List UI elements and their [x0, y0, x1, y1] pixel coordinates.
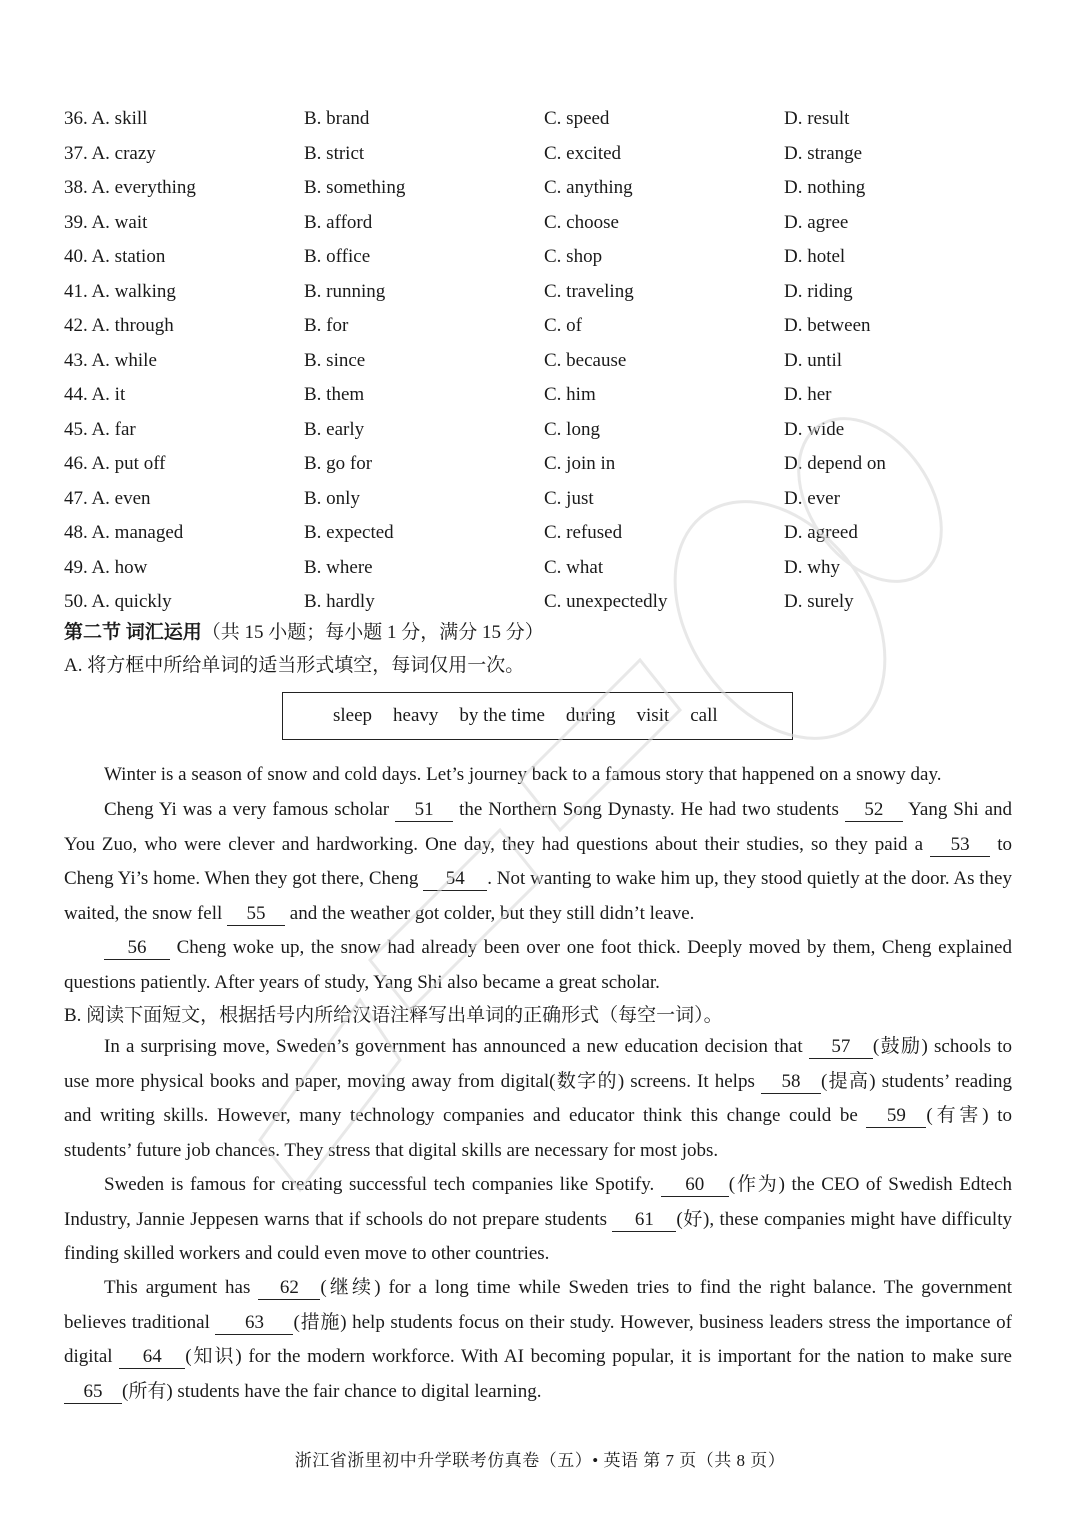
blank-57[interactable]: 57: [809, 1036, 873, 1059]
blank-55[interactable]: 55: [227, 903, 285, 926]
option-b[interactable]: B. where: [304, 556, 373, 578]
option-row: [64, 551, 1024, 586]
option-c[interactable]: C. because: [544, 349, 627, 371]
section-title-rest: （共 15 小题；每小题 1 分，满分 15 分）: [201, 622, 544, 643]
option-a[interactable]: 49. A. how: [64, 556, 148, 578]
word-item: sleep: [333, 705, 373, 726]
word-box: [282, 692, 793, 740]
option-b[interactable]: B. brand: [304, 108, 370, 130]
word-item: visit: [636, 705, 670, 726]
option-c[interactable]: C. just: [544, 487, 594, 509]
option-c[interactable]: C. excited: [544, 142, 622, 164]
option-d[interactable]: D. why: [784, 556, 840, 578]
option-a[interactable]: 47. A. even: [64, 487, 151, 509]
option-row: [64, 482, 1024, 517]
option-a[interactable]: 50. A. quickly: [64, 591, 172, 613]
option-a[interactable]: 39. A. wait: [64, 211, 148, 233]
option-a[interactable]: 38. A. everything: [64, 177, 196, 199]
option-c[interactable]: C. anything: [544, 177, 633, 199]
option-row: [64, 378, 1024, 413]
option-d[interactable]: D. until: [784, 349, 843, 371]
option-c[interactable]: C. choose: [544, 211, 619, 233]
option-d[interactable]: D. hotel: [784, 246, 846, 268]
text-run: to Cheng Yi’s home. When they got there, Cheng: [64, 833, 1012, 889]
option-row: [64, 516, 1024, 551]
options-list: [64, 102, 1024, 620]
text-run: (措施) help students focus on their study. However, business leaders stress the importance of digital: [64, 1311, 1012, 1367]
option-a[interactable]: 43. A. while: [64, 349, 157, 371]
section-title: [64, 617, 544, 644]
blank-54[interactable]: 54: [423, 868, 487, 891]
option-b[interactable]: B. hardly: [304, 591, 375, 613]
option-a[interactable]: 48. A. managed: [64, 522, 184, 544]
option-b[interactable]: B. for: [304, 315, 349, 337]
passage-b-paragraph-1: [64, 1030, 1012, 1168]
passage-b-paragraph-2: [64, 1168, 1012, 1272]
text-run: the Northern Song Dynasty. He had two students: [453, 799, 845, 820]
part-b-instruction: B. 阅读下面短文，根据括号内所给汉语注释写出单词的正确形式（每空一词）。: [64, 1005, 723, 1026]
option-a[interactable]: 45. A. far: [64, 418, 136, 440]
blank-64[interactable]: 64: [119, 1346, 185, 1369]
option-d[interactable]: D. surely: [784, 591, 854, 613]
option-c[interactable]: C. unexpectedly: [544, 591, 668, 613]
blank-53[interactable]: 53: [930, 834, 990, 857]
text-run: (继续) for a long time while Sweden tries to find the right balance. The government believes traditional: [64, 1277, 1013, 1333]
option-a[interactable]: 37. A. crazy: [64, 142, 156, 164]
option-row: [64, 240, 1024, 275]
option-row: [64, 309, 1024, 344]
option-c[interactable]: C. of: [544, 315, 582, 337]
blank-65[interactable]: 65: [64, 1381, 122, 1404]
text-run: (提高) students’ reading and writing skills. However, many technology companies and educator think this change could be: [64, 1070, 1012, 1126]
passage-b-paragraph-3: [64, 1271, 1012, 1409]
option-row: [64, 413, 1024, 448]
option-d[interactable]: D. ever: [784, 487, 840, 509]
option-b[interactable]: B. expected: [304, 522, 394, 544]
blank-60[interactable]: 60: [661, 1174, 729, 1197]
option-row: [64, 206, 1024, 241]
option-a[interactable]: 46. A. put off: [64, 453, 166, 475]
option-row: [64, 171, 1024, 206]
option-b[interactable]: B. running: [304, 280, 386, 302]
option-b[interactable]: B. strict: [304, 142, 365, 164]
option-b[interactable]: B. office: [304, 246, 371, 268]
option-d[interactable]: D. wide: [784, 418, 845, 440]
word-item: call: [690, 705, 718, 726]
option-a[interactable]: 36. A. skill: [64, 108, 148, 130]
option-c[interactable]: C. traveling: [544, 280, 634, 302]
option-b[interactable]: B. afford: [304, 211, 373, 233]
blank-56[interactable]: 56: [104, 937, 170, 960]
text-run: Cheng Yi was a very famous scholar: [104, 799, 396, 820]
option-b[interactable]: B. only: [304, 487, 360, 509]
word-item: during: [565, 705, 616, 726]
option-row: [64, 275, 1024, 310]
option-c[interactable]: C. long: [544, 418, 600, 440]
option-b[interactable]: B. early: [304, 418, 365, 440]
passage-a-paragraph-1: Winter is a season of snow and cold days. Let’s journey back to a famous story that happened on a snowy day.: [104, 764, 942, 785]
option-c[interactable]: C. him: [544, 384, 596, 406]
option-d[interactable]: D. her: [784, 384, 832, 406]
option-row: [64, 447, 1024, 482]
text-run: This argument has: [104, 1277, 259, 1298]
text-run: . Not wanting to wake him up, they stood quietly at the door. As they waited, the snow fell: [64, 868, 1012, 924]
option-a[interactable]: 42. A. through: [64, 315, 174, 337]
option-d[interactable]: D. between: [784, 315, 871, 337]
text-run: (作为) the CEO of Swedish Edtech Industry, Jannie Jeppesen warns that if schools do not prepare students: [64, 1174, 1012, 1230]
option-a[interactable]: 41. A. walking: [64, 280, 176, 302]
option-c[interactable]: C. refused: [544, 522, 623, 544]
blank-62[interactable]: 62: [258, 1277, 320, 1300]
option-d[interactable]: D. nothing: [784, 177, 866, 199]
option-c[interactable]: C. speed: [544, 108, 610, 130]
option-c[interactable]: C. shop: [544, 246, 603, 268]
text-run: In a surprising move, Sweden’s government has announced a new education decision that: [104, 1036, 809, 1057]
option-row: [64, 102, 1024, 137]
option-c[interactable]: C. join in: [544, 453, 616, 475]
option-d[interactable]: D. depend on: [784, 453, 886, 475]
text-run: Cheng woke up, the snow had already been over one foot thick. Deeply moved by them, Cheng explained questions patiently. After years of study, Yang Shi also became a great scholar.: [64, 937, 1012, 993]
option-row: [64, 137, 1024, 172]
blank-63[interactable]: 63: [215, 1312, 293, 1335]
text-run: Yang Shi and You Zuo, who were clever and hardworking. One day, they had questions about their studies, so they paid a: [64, 799, 1013, 855]
passage-a-paragraph-3: [64, 931, 1012, 1000]
option-b[interactable]: B. something: [304, 177, 406, 199]
option-d[interactable]: D. agree: [784, 211, 849, 233]
passage-a-paragraph-2: [64, 793, 1012, 931]
text-run: (好), these companies might have difficulty finding skilled workers and could even move to other countries.: [64, 1208, 1012, 1264]
word-item: by the time: [459, 705, 545, 726]
option-row: [64, 585, 1024, 620]
option-d[interactable]: D. strange: [784, 142, 863, 164]
blank-51[interactable]: 51: [395, 799, 453, 822]
blank-61[interactable]: 61: [612, 1209, 676, 1232]
page-footer: 浙江省浙里初中升学联考仿真卷（五）• 英语 第 7 页（共 8 页）: [294, 1451, 786, 1470]
text-run: (所有) students have the fair chance to digital learning.: [122, 1380, 542, 1402]
word-item: heavy: [393, 705, 439, 726]
section-title-bold: 第二节 词汇运用: [64, 622, 202, 643]
text-run: (鼓励) schools to use more physical books and paper, moving away from digital(数字的) screens. It helps: [64, 1036, 1013, 1092]
text-run: and the weather got colder, but they still didn’t leave.: [285, 902, 695, 924]
blank-52[interactable]: 52: [845, 799, 903, 822]
option-a[interactable]: 40. A. station: [64, 246, 166, 268]
option-b[interactable]: B. go for: [304, 453, 373, 475]
option-d[interactable]: D. result: [784, 108, 850, 130]
text-run: (知识) for the modern workforce. With AI becoming popular, it is important for the nation to make sure: [185, 1346, 1012, 1367]
blank-58[interactable]: 58: [761, 1071, 821, 1094]
part-a-instruction: A. 将方框中所给单词的适当形式填空，每词仅用一次。: [64, 655, 525, 676]
option-d[interactable]: D. agreed: [784, 522, 858, 544]
option-d[interactable]: D. riding: [784, 280, 853, 302]
option-a[interactable]: 44. A. it: [64, 384, 126, 406]
blank-59[interactable]: 59: [866, 1105, 926, 1128]
option-c[interactable]: C. what: [544, 556, 604, 578]
text-run: (有害) to students’ future job chances. They stress that digital skills are necessary for most jobs.: [64, 1105, 1012, 1161]
option-b[interactable]: B. them: [304, 384, 365, 406]
option-b[interactable]: B. since: [304, 349, 366, 371]
option-row: [64, 344, 1024, 379]
text-run: Sweden is famous for creating successful tech companies like Spotify.: [104, 1174, 661, 1195]
